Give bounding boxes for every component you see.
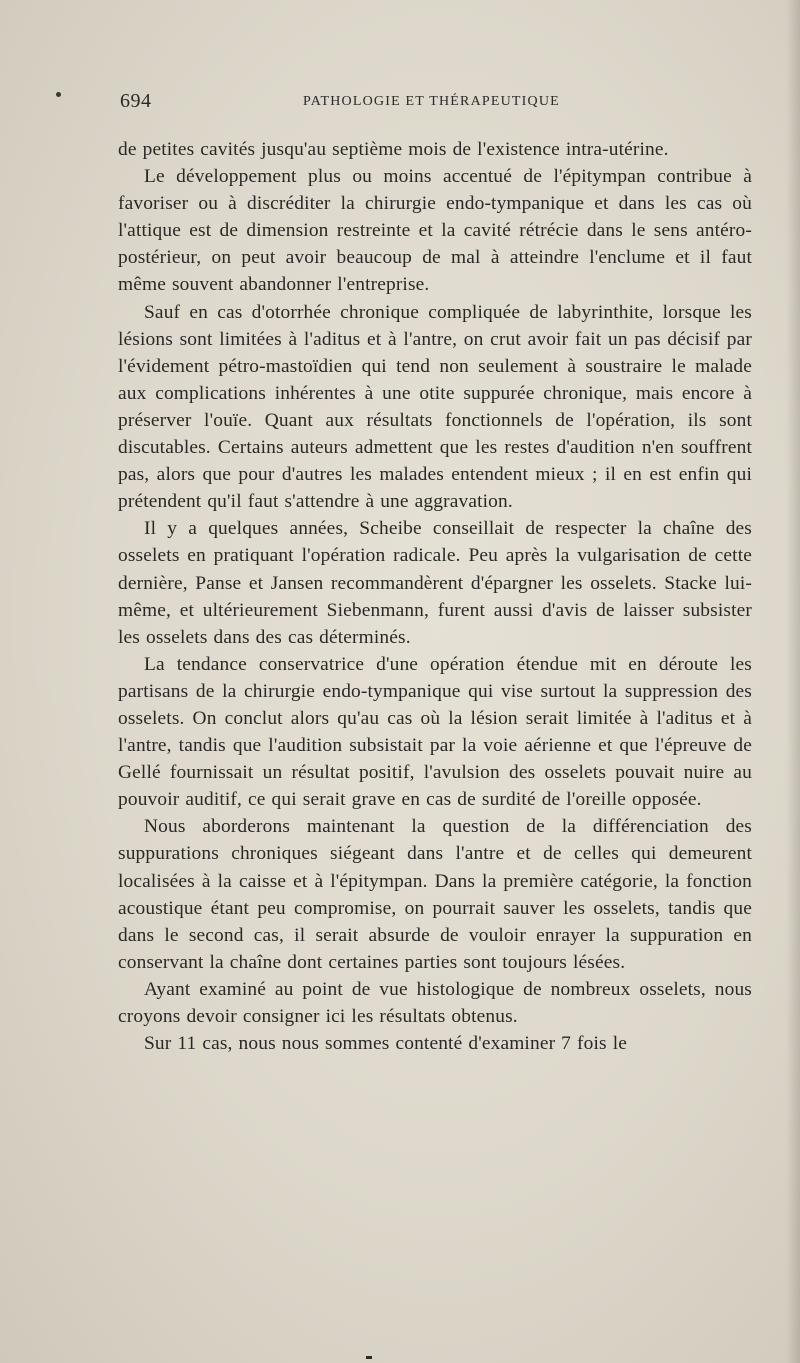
paragraph-1: de petites cavités jusqu'au septième mois de l'existence intra-utérine. (118, 139, 669, 160)
body-text (118, 136, 752, 1057)
paragraph-4: Il y a quelques années, Scheibe conseillait de respecter la chaîne des osselets en pratiquant l'opération radicale. Peu après la vulgarisation de cette dernière, Panse et Jansen recommandèrent d'épargner les osselets. Stacke lui-même, et ultérieurement Siebenmann, furent aussi d'avis de laisser subsister les osselets dans des cas déterminés. (118, 518, 752, 648)
margin-dot (56, 92, 61, 97)
page-edge-shadow (786, 0, 800, 1363)
paragraph-7: Ayant examiné au point de vue histologique de nombreux osselets, nous croyons devoir consigner ici les résultats obtenus. (118, 978, 752, 1027)
bottom-ink-mark (366, 1356, 372, 1359)
paragraph-8: Sur 11 cas, nous nous sommes contenté d'examiner 7 fois le (144, 1033, 627, 1055)
paragraph-3: Sauf en cas d'otorrhée chronique compliquée de labyrinthite, lorsque les lésions sont limitées à l'aditus et à l'antre, on crut avoir fait un pas décisif par l'évidement pétro-mastoïdien qui tend non seulement à soustraire le malade aux complications inhérentes à une otite suppurée chronique, mais encore à préserver l'ouïe. Quant aux résultats fonctionnels de l'opération, ils sont discutables. Certains auteurs admettent que les restes d'audition n'en souffrent pas, alors que pour d'autres les malades entendent mieux ; il en est enfin qui prétendent qu'il faut s'attendre à une aggravation. (118, 301, 752, 513)
page-header (120, 88, 752, 118)
paragraph-2: Le développement plus ou moins accentué de l'épitympan contribue à favoriser ou à discréditer la chirurgie endo-tympanique et dans les cas où l'attique est de dimension restreinte et la cavité rétrécie dans le sens antéro-postérieur, on peut avoir beaucoup de mal à atteindre l'enclume et il faut même souvent abandonner l'entreprise. (118, 166, 752, 296)
running-title: PATHOLOGIE ET THÉRAPEUTIQUE (303, 94, 560, 109)
paragraph-5: La tendance conservatrice d'une opération étendue mit en déroute les partisans de la chirurgie endo-tympanique qui vise surtout la suppression des osselets. On conclut alors qu'au cas où la lésion serait limitée à l'aditus et à l'antre, tandis que l'audition subsistait par la voie aérienne et que l'épreuve de Gellé fournissait un résultat positif, l'avulsion des osselets pouvait nuire au pouvoir auditif, ce qui serait grave en cas de surdité de l'oreille opposée. (118, 653, 752, 811)
paragraph-6: Nous aborderons maintenant la question de la différenciation des suppurations chroniques siégeant dans l'antre et de celles qui demeurent localisées à la caisse et à l'épitympan. Dans la première catégorie, la fonction acoustique étant peu compromise, on pourrait sauver les osselets, tandis que dans le second cas, il serait absurde de vouloir enrayer la suppuration en conservant la chaîne dont certaines parties sont toujours lésées. (118, 816, 752, 973)
page-number: 694 (120, 90, 152, 112)
